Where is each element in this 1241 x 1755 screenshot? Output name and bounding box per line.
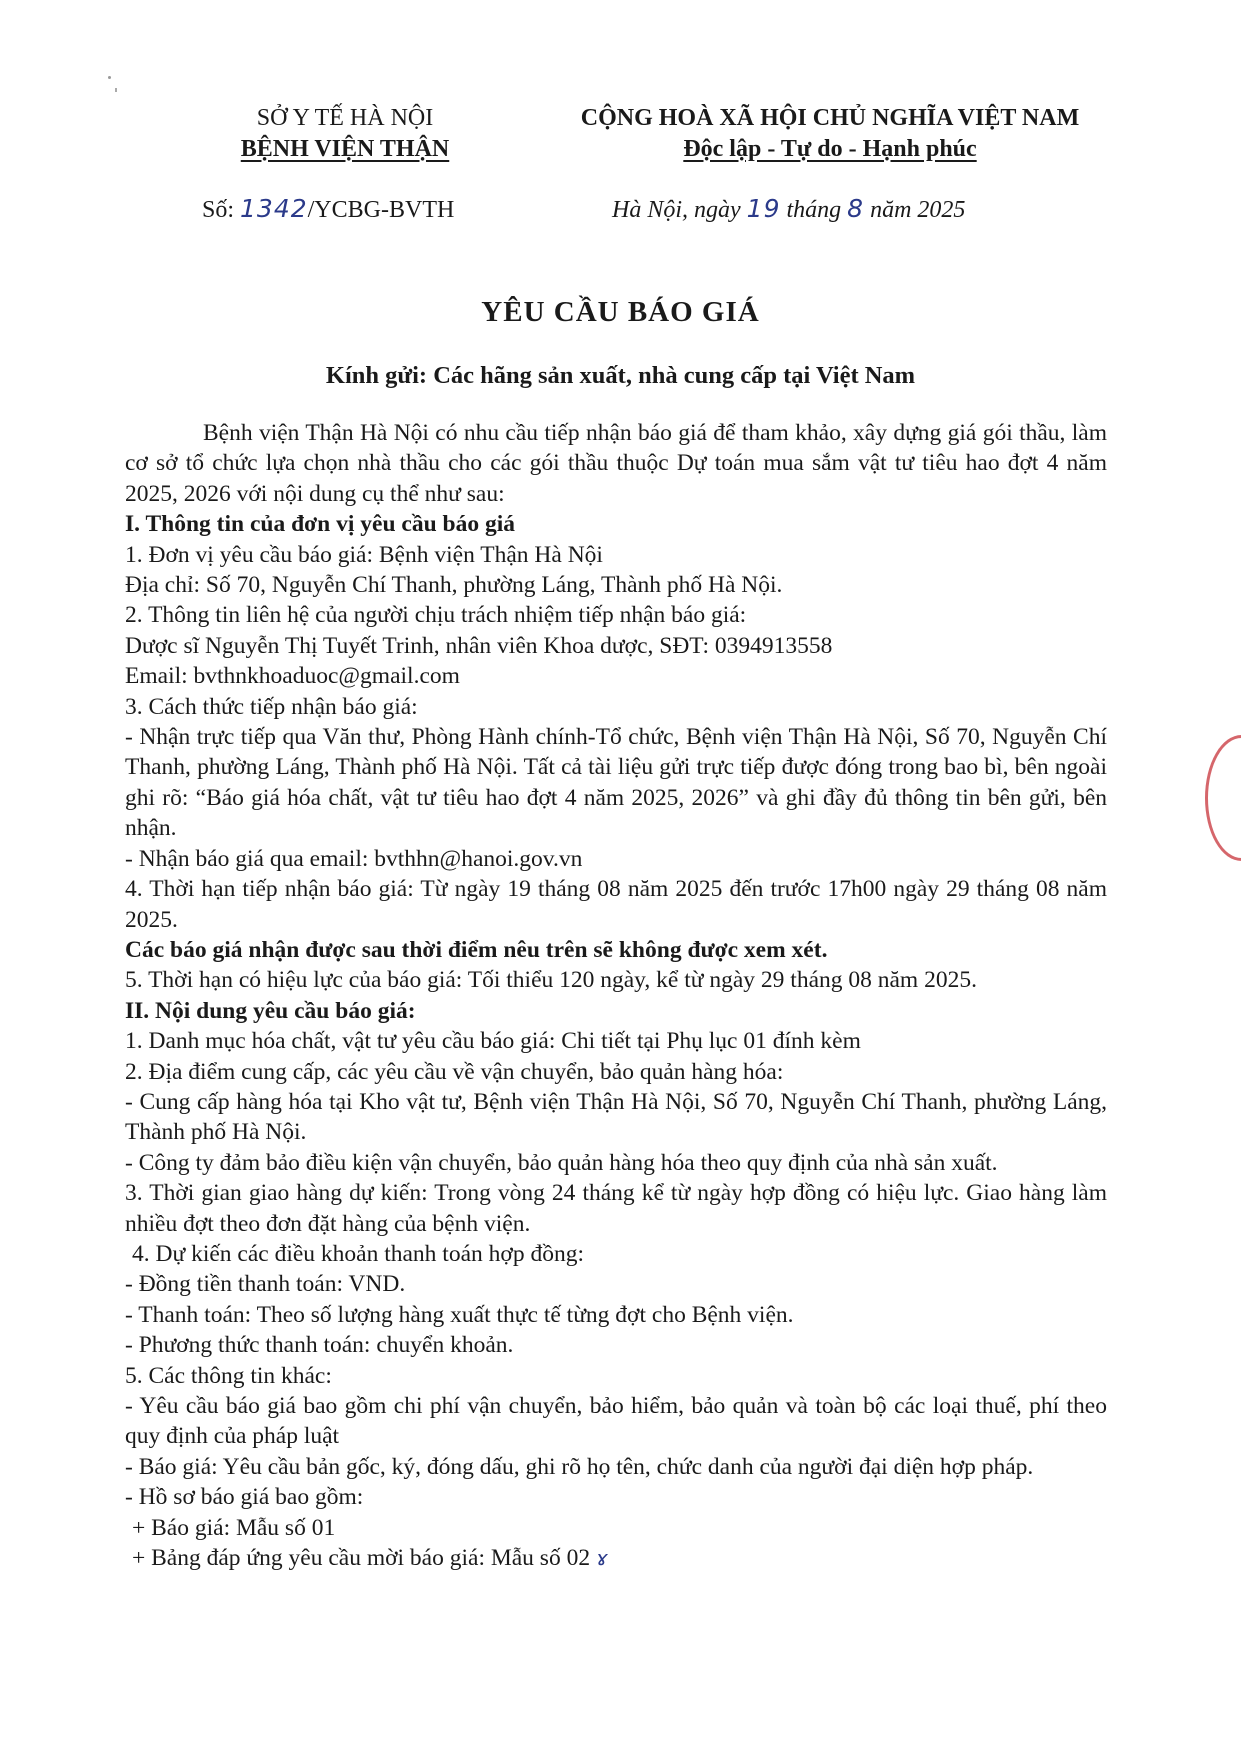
- body-line: Email: bvthnkhoaduoc@gmail.com: [125, 663, 460, 690]
- handwritten-number: 1342: [240, 194, 308, 223]
- body-line: 5. Các thông tin khác:: [125, 1362, 332, 1389]
- body-line: - Phương thức thanh toán: chuyển khoản.: [125, 1332, 514, 1359]
- handwritten-month: 8: [847, 194, 865, 223]
- initials-mark: ɤ: [595, 1546, 609, 1571]
- national-title: CỘNG HOÀ XÃ HỘI CHỦ NGHĨA VIỆT NAM: [580, 105, 1080, 131]
- body-line: - Nhận báo giá qua email: bvthhn@hanoi.gov.vn: [125, 845, 583, 872]
- document-title: YÊU CẦU BÁO GIÁ: [481, 296, 760, 328]
- body-line: - Cung cấp hàng hóa tại Kho vật tư, Bệnh viện Thận Hà Nội, Số 70, Nguyễn Chí Thanh, phường Láng, Thành phố Hà Nội.: [125, 1088, 1107, 1146]
- red-stamp-edge: [1205, 735, 1241, 861]
- body-line: 1. Đơn vị yêu cầu báo giá: Bệnh viện Thận Hà Nội: [125, 541, 603, 568]
- agency-name: BỆNH VIỆN THẬN: [240, 136, 450, 162]
- scan-speck: [108, 76, 111, 79]
- body-line: + Báo giá: Mẫu số 01: [132, 1514, 336, 1541]
- body-line: 2. Địa điểm cung cấp, các yêu cầu về vận chuyển, bảo quản hàng hóa:: [125, 1058, 784, 1085]
- section-heading: I. Thông tin của đơn vị yêu cầu báo giá: [125, 511, 515, 538]
- document-date: Hà Nội, ngày 19 tháng 8 năm 2025: [612, 194, 966, 223]
- national-motto: Độc lập - Tự do - Hạnh phúc: [683, 136, 977, 162]
- body-line: Dược sĩ Nguyễn Thị Tuyết Trinh, nhân viên Khoa dược, SĐT: 0394913558: [125, 632, 833, 659]
- body-line: - Yêu cầu báo giá bao gồm chi phí vận chuyển, bảo hiểm, bảo quản và toàn bộ các loại thuế, phí theo quy định của pháp luật: [125, 1393, 1107, 1450]
- intro-paragraph: Bệnh viện Thận Hà Nội có nhu cầu tiếp nhận báo giá để tham khảo, xây dựng giá gói thầu, làm cơ sở tổ chức lựa chọn nhà thầu cho các gói thầu thuộc Dự toán mua sắm vật tư tiêu hao đợt 4 năm 2025, 2026 với nội dung cụ thể như sau:: [125, 420, 1107, 507]
- body-line: 3. Thời gian giao hàng dự kiến: Trong vòng 24 tháng kể từ ngày hợp đồng có hiệu lực. Giao hàng làm nhiều đợt theo đơn đặt hàng của bệnh viện.: [125, 1180, 1107, 1237]
- section-heading: II. Nội dung yêu cầu báo giá:: [125, 997, 416, 1024]
- body-line: 4. Thời hạn tiếp nhận báo giá: Từ ngày 19 tháng 08 năm 2025 đến trước 17h00 ngày 29 tháng 08 năm 2025.: [125, 876, 1107, 933]
- deadline-notice: Các báo giá nhận được sau thời điểm nêu trên sẽ không được xem xét.: [125, 936, 828, 963]
- body-line: 3. Cách thức tiếp nhận báo giá:: [125, 693, 418, 720]
- body-line: - Nhận trực tiếp qua Văn thư, Phòng Hành chính-Tổ chức, Bệnh viện Thận Hà Nội, Số 70, Nguyễn Chí Thanh, phường Láng, Thành phố Hà Nội. Tất cả tài liệu gửi trực tiếp được đóng trong bao bì, bên ngoài ghi rõ: “Báo giá hóa chất, vật tư tiêu hao đợt 4 năm 2025, 2026” và ghi đầy đủ thông tin bên gửi, bên nhận.: [125, 724, 1107, 842]
- body-line: - Công ty đảm bảo điều kiện vận chuyển, bảo quản hàng hóa theo quy định của nhà sản xuất.: [125, 1149, 998, 1176]
- body-line: - Hồ sơ báo giá bao gồm:: [125, 1484, 364, 1511]
- scan-speck: [115, 88, 117, 92]
- body-line: 1. Danh mục hóa chất, vật tư yêu cầu báo giá: Chi tiết tại Phụ lục 01 đính kèm: [125, 1028, 861, 1055]
- document-body: [125, 418, 1107, 1573]
- agency-header: [200, 103, 490, 165]
- body-line: - Đồng tiền thanh toán: VND.: [125, 1271, 406, 1298]
- handwritten-day: 19: [746, 194, 781, 223]
- document-number: Số: 1342/YCBG-BVTH: [202, 194, 455, 223]
- body-line: + Bảng đáp ứng yêu cầu mời báo giá: Mẫu số 02 ɤ: [132, 1545, 609, 1572]
- agency-parent: SỞ Y TẾ HÀ NỘI: [256, 105, 434, 131]
- national-header: [560, 103, 1100, 165]
- body-line: - Báo giá: Yêu cầu bản gốc, ký, đóng dấu, ghi rõ họ tên, chức danh của người đại diện hợp pháp.: [125, 1453, 1034, 1480]
- body-line: - Thanh toán: Theo số lượng hàng xuất thực tế từng đợt cho Bệnh viện.: [125, 1301, 794, 1328]
- body-line: 4. Dự kiến các điều khoản thanh toán hợp đồng:: [132, 1240, 584, 1267]
- body-line: Địa chỉ: Số 70, Nguyễn Chí Thanh, phường Láng, Thành phố Hà Nội.: [125, 572, 783, 599]
- recipient-line: Kính gửi: Các hãng sản xuất, nhà cung cấp tại Việt Nam: [325, 362, 916, 389]
- body-line: 2. Thông tin liên hệ của người chịu trách nhiệm tiếp nhận báo giá:: [125, 602, 747, 629]
- body-line: 5. Thời hạn có hiệu lực của báo giá: Tối thiểu 120 ngày, kể từ ngày 29 tháng 08 năm 2025.: [125, 967, 977, 994]
